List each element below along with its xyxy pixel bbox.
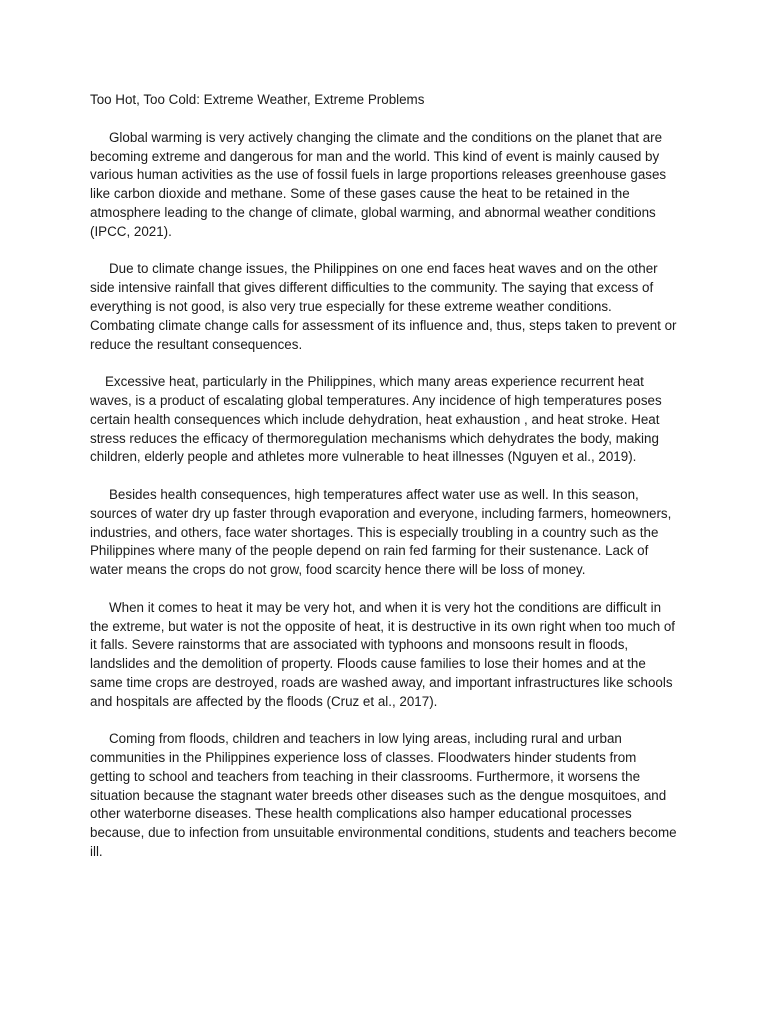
paragraph-education-impact: Coming from floods, children and teachers in low lying areas, including rural and urban communities in the Philippines experience loss of classes. Floodwaters hinder students from getting to school and teachers from teaching in their classrooms. Furthermore, it worsens the situation because the stagnant water breeds other diseases such as the dengue mosquitoes, and other waterborne diseases. These health complications also hamper educational processes because, due to infection from unsuitable environmental conditions, students and teachers become ill.	[90, 731, 677, 860]
document-title: Too Hot, Too Cold: Extreme Weather, Extreme Problems	[90, 92, 425, 107]
paragraph-philippines-climate: Due to climate change issues, the Philippines on one end faces heat waves and on the other side intensive rainfall that gives different difficulties to the community. The saying that excess of everything is not good, is also very true especially for these extreme weather conditions. Combating climate change calls for assessment of its influence and, thus, steps taken to prevent or reduce the resultant consequences.	[90, 261, 677, 352]
paragraph-water-use: Besides health consequences, high temperatures affect water use as well. In this season, sources of water dry up faster through evaporation and everyone, including farmers, homeowners, industries, and others, face water shortages. This is especially troubling in a country such as the Philippines where many of the people depend on rain fed farming for their sustenance. Lack of water means the crops do not grow, food scarcity hence there will be loss of money.	[90, 486, 672, 578]
document-body	[90, 91, 680, 881]
paragraph-excessive-heat: Excessive heat, particularly in the Philippines, which many areas experience recurrent heat waves, is a product of escalating global temperatures. Any incidence of high temperatures poses certain health consequences which include dehydration, heat exhaustion , and heat stroke. Heat stress reduces the efficacy of thermoregulation mechanisms which dehydrates the body, making children, elderly people and athletes more vulnerable to heat illnesses (Nguyen et al., 2019).	[90, 374, 662, 465]
paragraph-global-warming: Global warming is very actively changing the climate and the conditions on the planet that are becoming extreme and dangerous for man and the world. This kind of event is mainly caused by various human activities as the use of fossil fuels in large proportions releases greenhouse gases like carbon dioxide and methane. Some of these gases cause the heat to be retained in the atmosphere leading to the change of climate, global warming, and abnormal weather conditions (IPCC, 2021).	[90, 129, 667, 239]
paragraph-floods: When it comes to heat it may be very hot, and when it is very hot the conditions are difficult in the extreme, but water is not the opposite of heat, it is destructive in its own right when too much of it falls. Severe rainstorms that are associated with typhoons and monsoons result in floods, landslides and the demolition of property. Floods cause families to lose their homes and at the same time crops are destroyed, roads are washed away, and important infrastructures like schools and hospitals are affected by the floods (Cruz et al., 2017).	[90, 599, 676, 709]
